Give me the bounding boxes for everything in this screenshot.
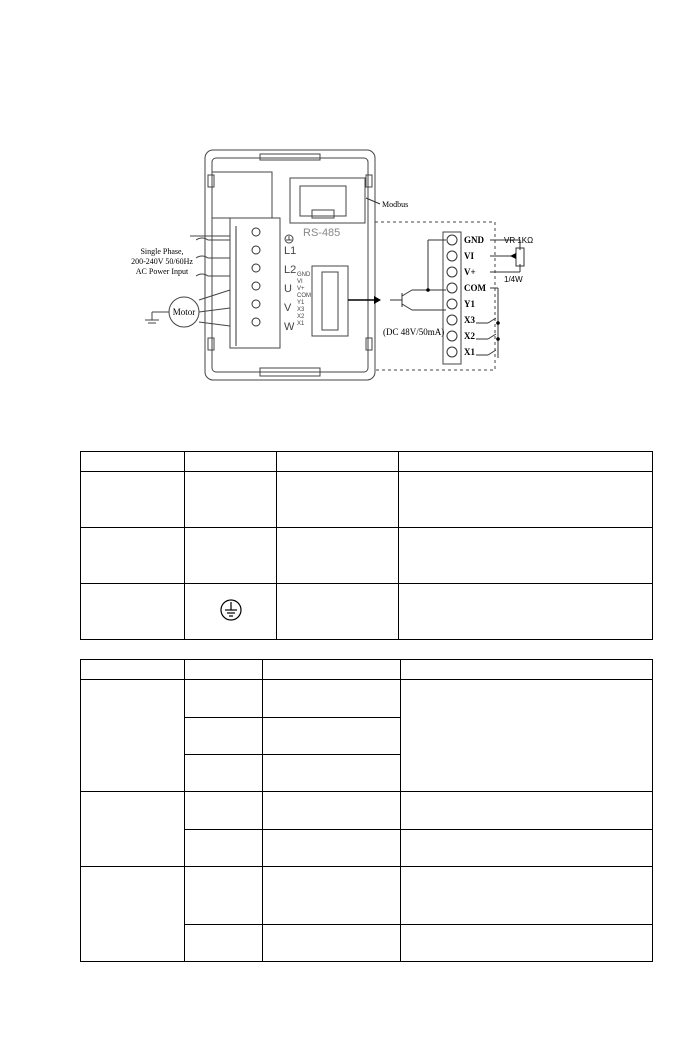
- modbus-label: Modbus: [382, 200, 409, 209]
- table-row: [81, 528, 653, 584]
- drive-io-label-x3: X3: [297, 307, 305, 313]
- wiring-diagram: [100, 140, 534, 390]
- pot-label-line1: VR 1KΩ: [504, 236, 534, 245]
- ground-symbol-icon: [219, 597, 243, 623]
- io-terminal-y1: Y1: [464, 299, 475, 309]
- io-terminal-x1: X1: [464, 347, 475, 357]
- power-label-line3: AC Power Input: [135, 267, 189, 276]
- output-spec-label: (DC 48V/50mA): [383, 327, 445, 337]
- power-label-line1: Single Phase,: [140, 247, 184, 256]
- power-label-line2: 200-240V 50/60Hz: [131, 257, 193, 266]
- table-row: [81, 867, 653, 925]
- main-terminal-labels: [284, 245, 296, 333]
- drive-io-label-x2: X2: [297, 314, 305, 320]
- motor-label: Motor: [172, 307, 196, 317]
- io-terminal-com: COM: [464, 283, 486, 293]
- terminal-label-l1: L1: [284, 245, 297, 257]
- ground-symbol-icon: [285, 235, 293, 243]
- io-terminal-gnd: GND: [464, 235, 484, 245]
- io-terminal-table: [80, 659, 653, 962]
- rs485-label: RS-485: [303, 227, 341, 239]
- table-row: [81, 792, 653, 830]
- terminal-label-u: U: [284, 283, 292, 295]
- main-terminal-table: [80, 451, 653, 640]
- io-terminal-vi: VI: [464, 251, 475, 261]
- drive-io-label-vplus: V+: [297, 286, 305, 292]
- terminal-label-l2: L2: [284, 264, 297, 276]
- drive-io-label-x1: X1: [297, 321, 305, 327]
- terminal-label-w: W: [284, 321, 295, 333]
- drive-io-label-y1: Y1: [297, 300, 305, 306]
- io-terminal-vplus: V+: [464, 267, 476, 277]
- table-row: [81, 584, 653, 640]
- drive-io-label-com: COM: [297, 293, 311, 299]
- table-header-row: [81, 660, 653, 680]
- io-connector: [312, 266, 348, 336]
- pot-label-line2: 1/4W: [504, 275, 523, 284]
- io-terminal-x3: X3: [464, 315, 475, 325]
- potentiometer-symbol: [516, 248, 524, 266]
- table-header-row: [81, 452, 653, 472]
- drive-io-label-gnd: GND: [297, 272, 311, 278]
- terminal-label-v: V: [284, 302, 292, 314]
- drive-io-label-vi: VI: [297, 279, 303, 285]
- table-row: [81, 680, 653, 718]
- io-terminal-x2: X2: [464, 331, 475, 341]
- table-row: [81, 472, 653, 528]
